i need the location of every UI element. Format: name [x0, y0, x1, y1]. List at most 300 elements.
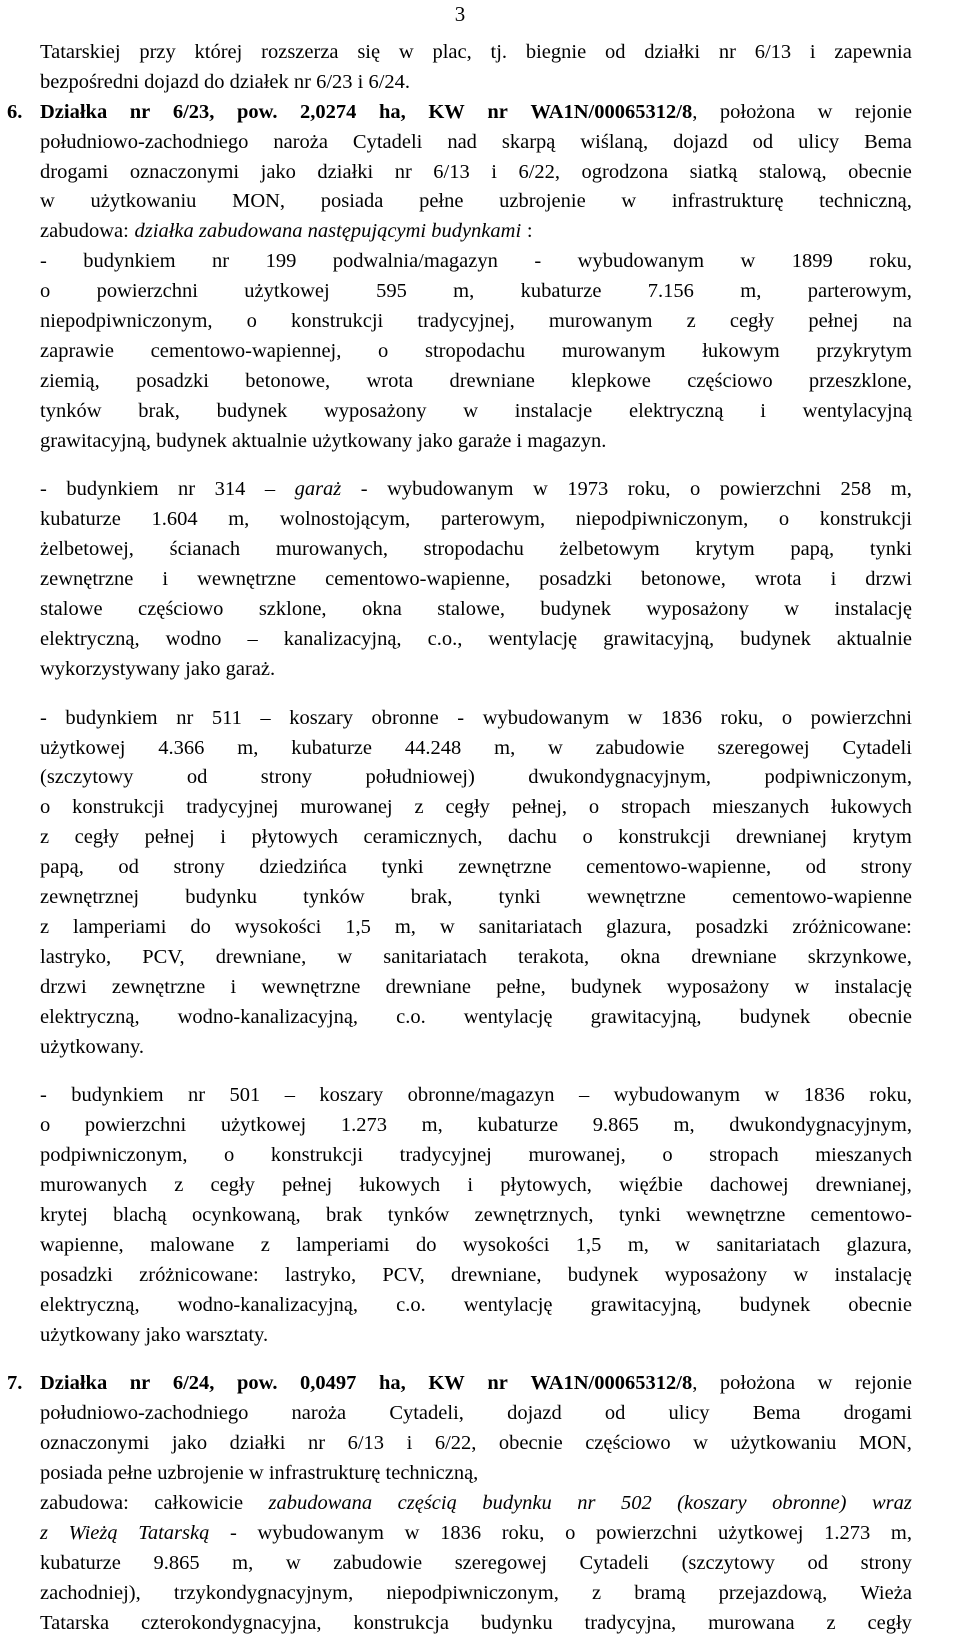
word: posiada [320, 190, 384, 213]
word: drewniane [449, 369, 535, 392]
word: zachodniej), [40, 1581, 141, 1604]
word: murowana [708, 1611, 795, 1634]
word: lastryko, [40, 945, 112, 968]
word: tynków [387, 1203, 450, 1226]
word: murowanym [548, 310, 653, 333]
word: cegły [729, 310, 775, 333]
word: budynku [480, 1611, 553, 1634]
word: obecnie [498, 1432, 563, 1455]
word: o [662, 1144, 673, 1167]
word: w [627, 706, 643, 729]
word: podpiwniczonym, [40, 1144, 188, 1167]
word: m, [673, 1114, 695, 1137]
word: nr [487, 100, 508, 123]
word: położona [719, 1372, 796, 1395]
word: m, [453, 280, 475, 303]
word: roku, [869, 250, 912, 273]
text-line [40, 427, 912, 457]
text-line [40, 1291, 912, 1321]
word: – [260, 706, 271, 729]
word: wentylację [463, 1005, 553, 1028]
word: (szczytowy [681, 1551, 775, 1574]
word: cegły [74, 826, 120, 849]
word: PCV, [142, 945, 185, 968]
word: nr [394, 160, 412, 183]
word: o [40, 280, 51, 303]
word: Cytadeli, [389, 1402, 464, 1425]
word: południowej) [365, 766, 475, 789]
word: - [230, 1521, 237, 1544]
word: parterowym, [440, 508, 546, 531]
word: w [693, 1432, 708, 1455]
text-segment: : [526, 220, 533, 243]
text-line [40, 128, 912, 158]
word: działki [229, 1432, 286, 1455]
word: siatką [689, 160, 738, 183]
word: malowane [150, 1233, 235, 1256]
word: 4.366 [158, 736, 205, 759]
word: do [190, 915, 211, 938]
word: grawitacyjną, [603, 627, 715, 650]
word: konstrukcji [291, 310, 384, 333]
word: m, [232, 1551, 254, 1574]
word: roku, [501, 1521, 545, 1544]
word: i [406, 1432, 413, 1455]
word: 1836 [440, 1521, 482, 1544]
word: posadzki [40, 1263, 113, 1286]
word: ziemią, [40, 369, 100, 392]
word: w [285, 1551, 301, 1574]
word: i [830, 568, 837, 591]
word: terakota, [518, 945, 590, 968]
word: zewnętrzne [40, 568, 134, 591]
word: i [491, 160, 497, 183]
word: 1973 [567, 478, 609, 501]
section-number: 7. [7, 1372, 23, 1395]
word: obecnie [848, 160, 912, 183]
word: drewnianej [736, 826, 828, 849]
word: wentylacyjną [802, 399, 912, 422]
word: - [40, 478, 47, 501]
word: cementowo-wapiennej, [150, 339, 342, 362]
word: 6/24, [172, 1372, 215, 1395]
word: m, [890, 478, 912, 501]
word: wewnętrzne [686, 1203, 786, 1226]
word: nr [577, 1491, 596, 1514]
word: parterowym, [807, 280, 912, 303]
word: wybudowanym [387, 478, 514, 501]
word: wewnętrzne [197, 568, 297, 591]
word: strony [860, 856, 912, 879]
word: klepkowe [571, 369, 651, 392]
word: nr [307, 1432, 326, 1455]
word: lastryko, [284, 1263, 357, 1286]
word: pełnej, [511, 796, 568, 819]
word: biegnie [525, 41, 587, 63]
word: użytkowej [40, 736, 126, 759]
text-line [7, 1369, 912, 1399]
word: budynku [482, 1491, 552, 1514]
word: posadzki [136, 369, 209, 392]
word: cegły [210, 1174, 255, 1197]
text-line [40, 734, 912, 764]
word: ogrodzona [581, 160, 669, 183]
word: 1,5 [345, 915, 371, 938]
word: powierzchni [96, 280, 198, 303]
word: okna [361, 598, 402, 621]
word: tynków [303, 886, 365, 909]
word: 9.865 [592, 1114, 639, 1137]
word: nr [129, 100, 151, 123]
word: działki [644, 41, 701, 63]
text-line [40, 1459, 912, 1489]
word: budynek [739, 1005, 811, 1028]
word: wentylację [463, 1293, 553, 1316]
word: pełnej [282, 1174, 333, 1197]
word: Cytadeli [842, 736, 912, 759]
text-line [40, 1171, 912, 1201]
word: Wieżą [68, 1521, 118, 1544]
word: szeregowej [454, 1551, 547, 1574]
word: budynkiem [65, 706, 158, 729]
word: m, [237, 736, 259, 759]
word: drewnianej, [815, 1174, 912, 1197]
page-number: 3 [454, 2, 466, 26]
word: tynki [618, 1203, 661, 1226]
word: i [809, 41, 816, 63]
word: krytym [695, 538, 755, 561]
word: w [621, 190, 637, 213]
word: MON, [232, 190, 286, 213]
word: częścią [397, 1491, 457, 1514]
word: nr [487, 1372, 508, 1395]
word: zabudowie [595, 736, 685, 759]
word: od [186, 766, 208, 789]
word: o [40, 1114, 51, 1137]
word: całkowicie [154, 1491, 244, 1514]
word: brak, [410, 886, 453, 909]
word: pow. [237, 1372, 278, 1395]
text-line [40, 973, 912, 1003]
word: wiślaną, [580, 130, 649, 153]
word: 1836 [661, 706, 703, 729]
word: jako [260, 160, 296, 183]
text-line [40, 1201, 912, 1231]
word: z [40, 915, 50, 938]
text-line [40, 1609, 912, 1639]
paragraph-gap [40, 1062, 912, 1081]
word: cementowo-wapienne, [586, 856, 772, 879]
word: techniczną, [819, 190, 912, 213]
word: z [826, 1611, 836, 1634]
word: obecnie [848, 1293, 912, 1316]
word: z [260, 1233, 270, 1256]
text-line [40, 217, 912, 247]
word: płytowych, [500, 1174, 592, 1197]
text-line [40, 158, 912, 188]
word: 199 [265, 250, 297, 273]
word: 2,0274 [300, 100, 357, 123]
text-segment: użytkowany jako warsztaty. [40, 1323, 269, 1346]
word: od [118, 856, 139, 879]
word: konstrukcji [819, 508, 912, 531]
text-line [40, 655, 912, 685]
word: roku, [869, 1084, 912, 1107]
text-line [40, 853, 912, 883]
word: 1.604 [151, 508, 198, 531]
word: wysokości [462, 1233, 550, 1256]
word: użytkowej [718, 1521, 804, 1544]
word: drzwi [865, 568, 912, 591]
text-line [40, 1033, 912, 1063]
text-line [40, 1429, 912, 1459]
word: zewnętrzne [458, 856, 552, 879]
word: stalowe, [437, 598, 505, 621]
word: w [817, 100, 833, 123]
word: cementowo-wapienne, [325, 568, 511, 591]
word: wolnostojącym, [279, 508, 411, 531]
word: konstrukcji [72, 796, 165, 819]
word: MON, [858, 1432, 912, 1455]
word: pełnej [808, 310, 859, 333]
word: 6/13 [347, 1432, 385, 1455]
word: budynek [567, 1263, 639, 1286]
word: 1,5 [575, 1233, 602, 1256]
word: częściowo [585, 1432, 671, 1455]
word: w [793, 1263, 809, 1286]
word: wodno [165, 627, 222, 650]
word: i [162, 568, 169, 591]
word: łukowym [702, 339, 780, 362]
word: skarpą [501, 130, 556, 153]
paragraph-gap [40, 685, 912, 704]
word: przejazdową, [718, 1581, 828, 1604]
word: ceramicznych, [363, 826, 483, 849]
word: przy [139, 41, 176, 63]
text-line [40, 823, 912, 853]
word: 6/13 [433, 160, 470, 183]
word: 6/23, [172, 100, 215, 123]
word: budynek [540, 598, 611, 621]
word: papą, [40, 856, 84, 879]
word: m, [394, 915, 416, 938]
word: lamperiami [296, 1233, 390, 1256]
paragraph-gap [40, 456, 912, 475]
word: plac, [432, 41, 472, 63]
word: łukowych [831, 796, 912, 819]
word: ha, [379, 100, 406, 123]
word: 1.273 [340, 1114, 387, 1137]
word: częściowo [687, 369, 773, 392]
word: m, [740, 280, 762, 303]
word: posadzki [539, 568, 612, 591]
word: tynki [498, 886, 541, 909]
word: wybudowanym [257, 1521, 384, 1544]
word: konstrukcja [353, 1611, 450, 1634]
word: instalację [834, 975, 912, 998]
text-line [40, 883, 912, 913]
text-segment: działka zabudowana następującymi budynkami [134, 220, 522, 243]
word: obronne [371, 706, 439, 729]
word: zewnętrzne [111, 975, 206, 998]
word: naroża [291, 1402, 347, 1425]
text-segment: posiada pełne uzbrojenie w infrastrukturę techniczną, [40, 1462, 479, 1485]
word: murowanym [561, 339, 666, 362]
word: zewnętrznej [40, 886, 140, 909]
word: z [591, 1581, 602, 1604]
word: 502 [620, 1491, 652, 1514]
text-line [40, 1519, 912, 1549]
text-line [40, 1321, 912, 1351]
word: dwukondygnacyjnym, [528, 766, 712, 789]
word: mieszanych [815, 1144, 912, 1167]
word: której [194, 41, 243, 63]
word: rozszerza [261, 41, 339, 63]
word: użytkowej [220, 1114, 307, 1137]
word: konstrukcji [270, 1144, 364, 1167]
word: - [40, 250, 47, 273]
word: z [174, 1174, 184, 1197]
word: łukowych [359, 1174, 441, 1197]
word: zabudowa: [40, 1491, 129, 1514]
word: brak, [138, 399, 180, 422]
word: drewniane, [451, 1263, 542, 1286]
word: wewnętrzne [586, 886, 686, 909]
word: murowanej, [528, 1144, 626, 1167]
word: powierzchni [719, 478, 822, 501]
word: kubaturze [520, 280, 602, 303]
word: 9.865 [153, 1551, 200, 1574]
word: rejonie [855, 1372, 912, 1395]
word: i [230, 975, 237, 998]
word: koszary [289, 706, 353, 729]
word: koszary [319, 1084, 384, 1107]
word: instalację [834, 598, 912, 621]
word: obronne) [772, 1491, 847, 1514]
word: w [404, 1521, 420, 1544]
word: o [588, 796, 600, 819]
word: oznaczonymi [129, 160, 240, 183]
word: elektryczną, [40, 627, 140, 650]
word: od [604, 41, 626, 63]
word: 6/22, [518, 160, 561, 183]
word: wyposażony [664, 1263, 768, 1286]
text-line [40, 793, 912, 823]
word: betonowe, [641, 568, 726, 591]
word: w [463, 399, 479, 422]
word: blachą [113, 1203, 167, 1226]
word: w [439, 915, 455, 938]
word: żelbetowej, [40, 538, 134, 561]
word: tradycyjnej, [417, 310, 515, 333]
text-segment: grawitacyjną, budynek aktualnie użytkowany jako garaże i magazyn. [40, 429, 607, 452]
text-segment: bezpośredni dojazd do działek nr 6/23 i 6/24. [40, 70, 411, 93]
word: się [357, 41, 381, 63]
word: zaprawie [40, 339, 114, 362]
text-line [40, 535, 912, 565]
word: WA1N/00065312/8, [530, 100, 698, 123]
word: Bema [752, 1402, 801, 1425]
word: stropodachu [423, 538, 524, 561]
word: zabudowana [268, 1491, 373, 1514]
text-line [40, 187, 912, 217]
word: drewniane [691, 945, 777, 968]
text-line [40, 1003, 912, 1033]
word: w [817, 1372, 833, 1395]
word: budynek [570, 975, 642, 998]
word: 511 [211, 706, 242, 729]
word: 595 [376, 280, 407, 303]
text-line [40, 277, 912, 307]
word: nr [178, 478, 196, 501]
word: obronne/magazyn [407, 1084, 555, 1107]
word: trzykondygnacyjnym, [173, 1581, 354, 1604]
text-line [40, 247, 912, 277]
word: m, [421, 1114, 443, 1137]
word: budynkiem [83, 250, 176, 273]
word: PCV, [382, 1263, 425, 1286]
word: zróżnicowane: [139, 1263, 259, 1286]
word: podwalnia/magazyn [332, 250, 498, 273]
word: wrota [366, 369, 414, 392]
word: o [246, 310, 257, 333]
word: z [414, 796, 424, 819]
word: ocynkowaną, [191, 1203, 301, 1226]
word: do [415, 1233, 437, 1256]
word: 0,0497 [300, 1372, 357, 1395]
word: wentylację [488, 627, 578, 650]
word: krytym [852, 826, 912, 849]
word: budynek [739, 1293, 811, 1316]
word: w [40, 190, 55, 213]
word: elektryczną, [40, 1005, 140, 1028]
word: m, [228, 508, 250, 531]
word: c.o. [396, 1293, 426, 1316]
word: przeszklone, [808, 369, 912, 392]
text-line [40, 1111, 912, 1141]
text-line [40, 397, 912, 427]
word: południowo-zachodniego [40, 1402, 249, 1425]
word: (szczytowy [40, 766, 134, 789]
word: roku, [720, 706, 764, 729]
word: m, [494, 736, 516, 759]
word: w [740, 250, 756, 273]
word: sanitariatach [383, 945, 487, 968]
word: dojazd [673, 130, 728, 153]
word: dwukondygnacyjnym, [729, 1114, 912, 1137]
word: - [534, 250, 542, 273]
word: ha, [379, 1372, 406, 1395]
word: i [220, 826, 226, 849]
word: strony [173, 856, 225, 879]
text-line [40, 565, 912, 595]
word: dachowej [710, 1174, 789, 1197]
word: działki [317, 160, 374, 183]
word: 6/13 [754, 41, 792, 63]
text-segment: użytkowany. [40, 1035, 144, 1058]
word: południowo-zachodniego [40, 130, 249, 153]
word: 1.273 [824, 1521, 871, 1544]
word: tradycyjnej [186, 796, 279, 819]
word: wyposażony [323, 399, 427, 422]
text-line [40, 625, 912, 655]
text-line [40, 913, 912, 943]
word: skrzynkowe, [807, 945, 912, 968]
text-line [40, 704, 912, 734]
word: wysokości [234, 915, 322, 938]
word: cementowo-wapienne [732, 886, 912, 909]
word: wybudowanym [577, 250, 705, 273]
